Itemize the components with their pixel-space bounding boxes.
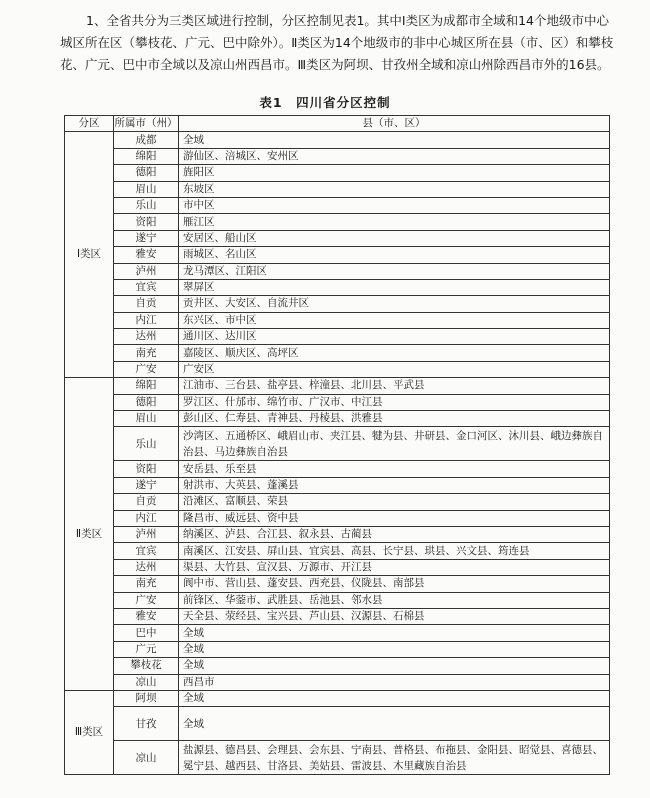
city-cell: 凉山: [114, 741, 179, 775]
table-row: [65, 510, 610, 526]
city-cell: 绵阳: [114, 378, 179, 394]
table-row: [65, 461, 610, 477]
table-row: [65, 477, 610, 493]
header-city: 所属市（州）: [114, 116, 179, 132]
city-cell: 广安: [114, 361, 179, 377]
counties-cell: 通川区、达川区: [179, 329, 610, 345]
counties-cell: 全域: [179, 707, 610, 741]
table-row: [65, 658, 610, 674]
city-cell: 自贡: [114, 494, 179, 510]
counties-cell: 前锋区、华蓥市、武胜县、岳池县、邻水县: [179, 592, 610, 608]
counties-cell: 全域: [179, 625, 610, 641]
city-cell: 雅安: [114, 247, 179, 263]
table-row: [65, 181, 610, 197]
counties-cell: 贡井区、大安区、自流井区: [179, 296, 610, 312]
table-row: [65, 576, 610, 592]
city-cell: 广安: [114, 592, 179, 608]
city-cell: 南充: [114, 345, 179, 361]
table-row: [65, 641, 610, 657]
table-row: [65, 230, 610, 246]
city-cell: 内江: [114, 510, 179, 526]
city-cell: 泸州: [114, 263, 179, 279]
table-row: [65, 148, 610, 164]
city-cell: 巴中: [114, 625, 179, 641]
table-row: [65, 690, 610, 706]
counties-cell: 阆中市、营山县、蓬安县、西充县、仪陇县、南部县: [179, 576, 610, 592]
city-cell: 成都: [114, 132, 179, 148]
table-row: [65, 592, 610, 608]
intro-paragraph: 1、全省共分为三类区域进行控制，分区控制见表1。其中Ⅰ类区为成都市全域和14个地级市中心城区所在区（攀枝花、广元、巴中除外）。Ⅱ类区为14个地级市的非中心城区所在县（市、区）和攀枝花、广元、巴中市全域以及凉山州西昌市。Ⅲ类区为阿坝、甘孜州全域和凉山州除西昌市外的16县。: [60, 13, 614, 72]
table-row: [65, 312, 610, 328]
city-cell: 达州: [114, 329, 179, 345]
counties-cell: 全域: [179, 641, 610, 657]
city-cell: 眉山: [114, 411, 179, 427]
table-row: [65, 741, 610, 775]
table-header-row: [65, 116, 610, 132]
table-row: [65, 559, 610, 575]
city-cell: 内江: [114, 312, 179, 328]
counties-cell: 西昌市: [179, 674, 610, 690]
table-row: [65, 625, 610, 641]
counties-cell: 市中区: [179, 197, 610, 213]
table-row: [65, 214, 610, 230]
counties-cell: 嘉陵区、顺庆区、高坪区: [179, 345, 610, 361]
city-cell: 德阳: [114, 394, 179, 410]
table-row: [65, 165, 610, 181]
counties-cell: 旌阳区: [179, 165, 610, 181]
counties-cell: 雨城区、名山区: [179, 247, 610, 263]
city-cell: 乐山: [114, 197, 179, 213]
zone-cell: Ⅱ类区: [65, 378, 114, 691]
city-cell: 凉山: [114, 674, 179, 690]
counties-cell: 盐源县、德昌县、会理县、会东县、宁南县、普格县、布拖县、金阳县、昭觉县、喜德县、冕宁县、越西县、甘洛县、美姑县、雷波县、木里藏族自治县: [179, 741, 610, 775]
counties-cell: 全域: [179, 132, 610, 148]
table-row: [65, 608, 610, 624]
table-row: [65, 427, 610, 461]
city-cell: 遂宁: [114, 230, 179, 246]
city-cell: 资阳: [114, 214, 179, 230]
table-row: [65, 543, 610, 559]
table-row: [65, 361, 610, 377]
counties-cell: 沿滩区、富顺县、荣县: [179, 494, 610, 510]
table-row: [65, 674, 610, 690]
city-cell: 南充: [114, 576, 179, 592]
counties-cell: 沙湾区、五通桥区、峨眉山市、夹江县、犍为县、井研县、金口河区、沐川县、峨边彝族自治县、马边彝族自治县: [179, 427, 610, 461]
city-cell: 眉山: [114, 181, 179, 197]
city-cell: 攀枝花: [114, 658, 179, 674]
city-cell: 甘孜: [114, 707, 179, 741]
counties-cell: 游仙区、涪城区、安州区: [179, 148, 610, 164]
table-row: [65, 247, 610, 263]
counties-cell: 龙马潭区、江阳区: [179, 263, 610, 279]
counties-cell: 彭山区、仁寿县、青神县、丹棱县、洪雅县: [179, 411, 610, 427]
city-cell: 绵阳: [114, 148, 179, 164]
table-row: [65, 411, 610, 427]
city-cell: 阿坝: [114, 690, 179, 706]
table-row: [65, 345, 610, 361]
table-row: [65, 707, 610, 741]
counties-cell: 射洪市、大英县、蓬溪县: [179, 477, 610, 493]
zone-cell: Ⅲ类区: [65, 690, 114, 774]
table-row: [65, 263, 610, 279]
counties-cell: 安居区、船山区: [179, 230, 610, 246]
table-row: [65, 494, 610, 510]
city-cell: 宜宾: [114, 543, 179, 559]
counties-cell: 翠屏区: [179, 279, 610, 295]
counties-cell: 隆昌市、威远县、资中县: [179, 510, 610, 526]
table-row: [65, 132, 610, 148]
counties-cell: 纳溪区、泸县、合江县、叙永县、古蔺县: [179, 526, 610, 542]
city-cell: 乐山: [114, 427, 179, 461]
city-cell: 达州: [114, 559, 179, 575]
counties-cell: 天全县、荥经县、宝兴县、芦山县、汉源县、石棉县: [179, 608, 610, 624]
city-cell: 遂宁: [114, 477, 179, 493]
city-cell: 泸州: [114, 526, 179, 542]
counties-cell: 全域: [179, 658, 610, 674]
header-zone: 分区: [65, 116, 114, 132]
counties-cell: 江油市、三台县、盐亭县、梓潼县、北川县、平武县: [179, 378, 610, 394]
city-cell: 德阳: [114, 165, 179, 181]
city-cell: 自贡: [114, 296, 179, 312]
counties-cell: 罗江区、什邡市、绵竹市、广汉市、中江县: [179, 394, 610, 410]
counties-cell: 广安区: [179, 361, 610, 377]
table-row: [65, 378, 610, 394]
counties-cell: 雁江区: [179, 214, 610, 230]
table-row: [65, 394, 610, 410]
table-caption: 表1 四川省分区控制: [259, 95, 391, 110]
table-row: [65, 329, 610, 345]
zoning-table: [64, 115, 610, 775]
counties-cell: 东兴区、市中区: [179, 312, 610, 328]
counties-cell: 东坡区: [179, 181, 610, 197]
counties-cell: 全域: [179, 690, 610, 706]
city-cell: 资阳: [114, 461, 179, 477]
zone-cell: Ⅰ类区: [65, 132, 114, 378]
table-row: [65, 279, 610, 295]
counties-cell: 渠县、大竹县、宣汉县、万源市、开江县: [179, 559, 610, 575]
header-counties: 县（市、区）: [179, 116, 610, 132]
table-row: [65, 197, 610, 213]
counties-cell: 南溪区、江安县、屏山县、宜宾县、高县、长宁县、珙县、兴文县、筠连县: [179, 543, 610, 559]
city-cell: 广元: [114, 641, 179, 657]
city-cell: 雅安: [114, 608, 179, 624]
table-row: [65, 296, 610, 312]
city-cell: 宜宾: [114, 279, 179, 295]
counties-cell: 安岳县、乐至县: [179, 461, 610, 477]
table-row: [65, 526, 610, 542]
